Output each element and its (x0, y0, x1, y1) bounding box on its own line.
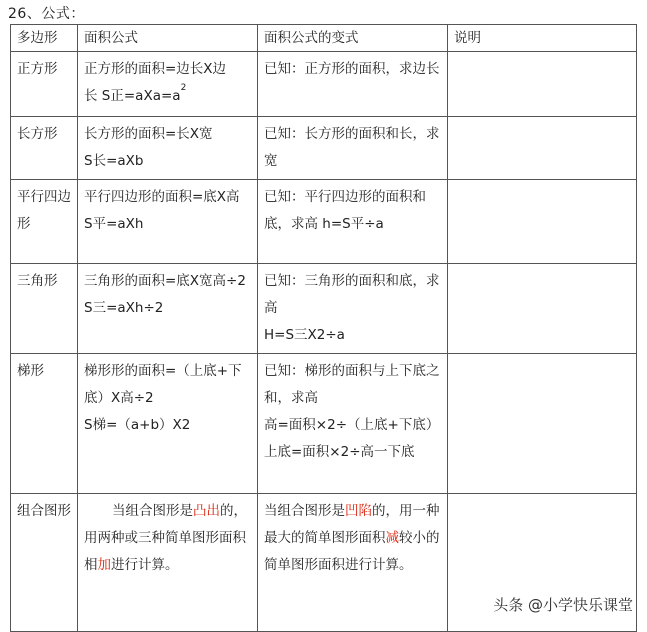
highlight-text: 加 (97, 557, 111, 573)
formula-line: 正方形的面积=边长X边 (84, 61, 227, 77)
note-cell (448, 354, 637, 494)
formula-text: 的，用两种或三种简单图形面积相 (84, 503, 247, 573)
formula-line: S梯=（a+b）X2 (84, 417, 191, 433)
watermark: 头条 @小学快乐课堂 (493, 596, 633, 614)
shape-cell: 长方形 (11, 117, 78, 180)
shape-cell: 平行四边形 (11, 180, 78, 264)
formula-cell (78, 354, 258, 494)
variant-cell: 已知：平行四边形的面积和底，求高 h=S平÷a (258, 180, 448, 264)
table-row-rectangle (11, 117, 637, 180)
variant-text: 较小的简单图形面积进行计算。 (264, 530, 440, 573)
header-note: 说明 (448, 25, 637, 52)
variant-cell (258, 494, 448, 632)
formula-table (10, 24, 637, 632)
note-cell (448, 117, 637, 180)
variant-cell: 已知：长方形的面积和长，求宽 (258, 117, 448, 180)
shape-cell: 三角形 (11, 264, 78, 354)
header-formula: 面积公式 (78, 25, 258, 52)
formula-cell (78, 180, 258, 264)
shape-cell: 组合图形 (11, 494, 78, 632)
variant-cell (258, 354, 448, 494)
superscript: 2 (180, 83, 187, 93)
variant-text: 的，用一种最大的简单图形面积 (264, 503, 440, 546)
formula-cell (78, 264, 258, 354)
variant-text: 当组合图形是 (264, 503, 345, 519)
highlight-text: 凸出 (193, 503, 220, 519)
header-variant: 面积公式的变式 (258, 25, 448, 52)
variant-cell (258, 264, 448, 354)
formula-line: S平=aXh (84, 216, 144, 232)
formula-cell (78, 494, 258, 632)
shape-cell: 正方形 (11, 52, 78, 117)
formula-cell (78, 52, 258, 117)
variant-line: 高=面积×2÷（上底+下底） (264, 417, 440, 433)
formula-line: 长 S正=aXa=a (84, 88, 181, 104)
table-row-trapezoid (11, 354, 637, 494)
highlight-text: 减 (385, 530, 399, 546)
shape-cell: 梯形 (11, 354, 78, 494)
formula-text: 进行计算。 (111, 557, 179, 573)
formula-line: 梯形形的面积=（上底+下底）X高÷2 (84, 363, 242, 406)
section-heading: 26、公式： (8, 6, 85, 22)
table-header-row (11, 25, 637, 52)
variant-line: H=S三X2÷a (264, 327, 345, 343)
note-cell (448, 264, 637, 354)
highlight-text: 凹陷 (345, 503, 372, 519)
table-row-parallelogram (11, 180, 637, 264)
variant-line: 已知：三角形的面积和底，求高 (264, 273, 440, 316)
variant-line: 已知：梯形的面积与上下底之和，求高 (264, 363, 440, 406)
formula-line: S三=aXh÷2 (84, 300, 164, 316)
formula-text: 当组合图形是 (112, 503, 193, 519)
formula-line: 长方形的面积=长X宽 (84, 126, 213, 142)
formula-line: S长=aXb (84, 153, 144, 169)
note-cell (448, 180, 637, 264)
variant-line: 上底=面积×2÷高一下底 (264, 444, 415, 460)
table-row-square (11, 52, 637, 117)
formula-line: 三角形的面积=底X宽高÷2 (84, 273, 246, 289)
table-row-triangle (11, 264, 637, 354)
note-cell (448, 52, 637, 117)
header-shape: 多边形 (11, 25, 78, 52)
formula-line: 平行四边形的面积=底X高 (84, 189, 240, 205)
variant-cell: 已知：正方形的面积，求边长 (258, 52, 448, 117)
formula-cell (78, 117, 258, 180)
